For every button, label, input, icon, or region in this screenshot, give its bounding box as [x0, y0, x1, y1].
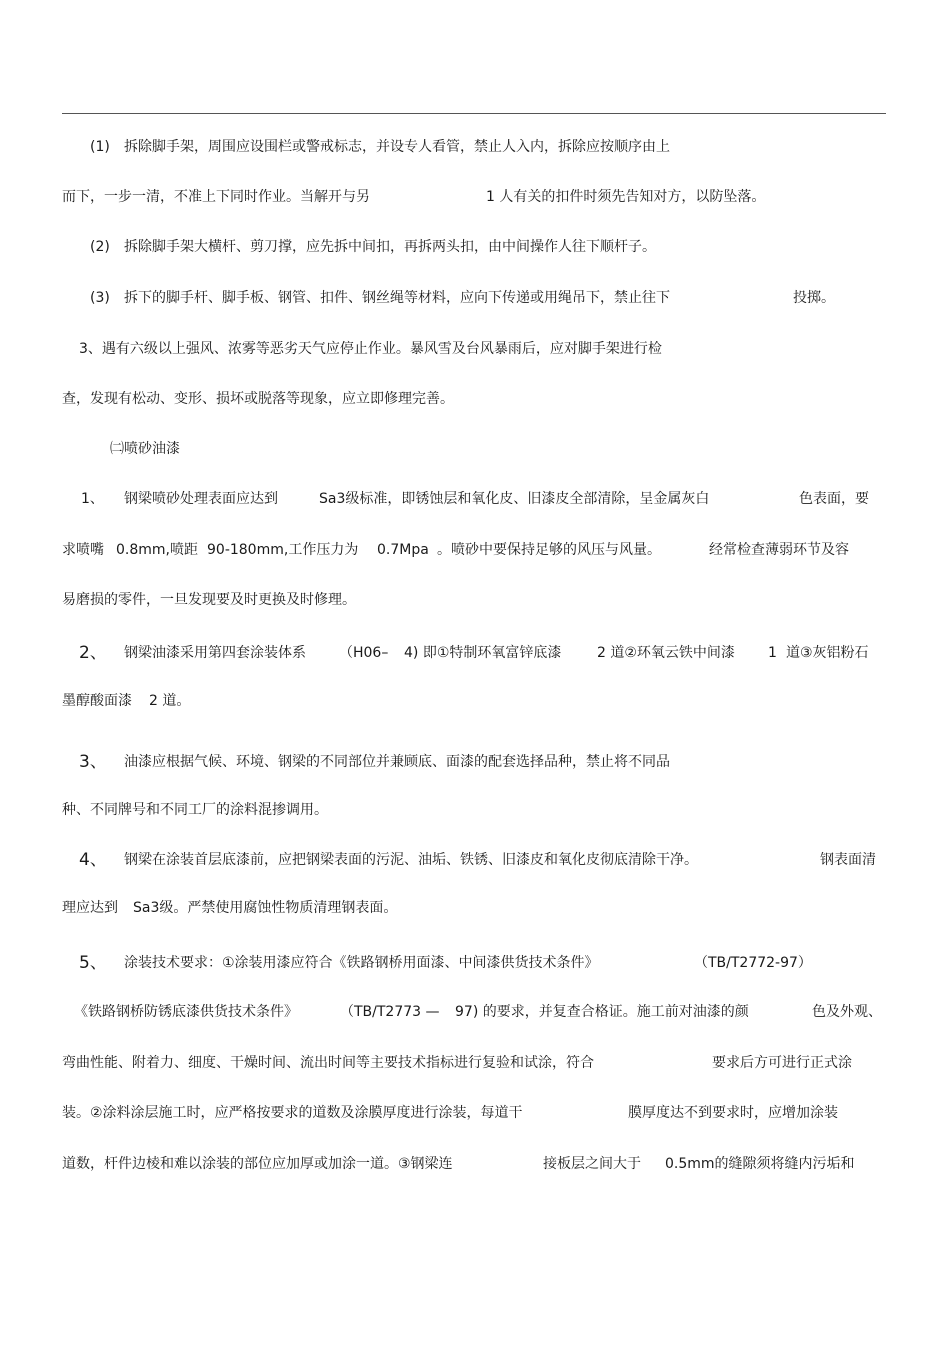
- text-segment: 拆除脚手架，周围应设围栏或警戒标志，并设专人看管，禁止人入内，拆除应按顺序由上: [124, 139, 670, 155]
- text-segment: 投掷。: [793, 290, 835, 306]
- text-segment: 道③灰铝粉石: [786, 645, 869, 661]
- text-line: [0, 749, 950, 775]
- text-segment: 钢梁油漆采用第四套涂装体系: [124, 645, 306, 661]
- text-segment: 经常检查薄弱环节及容: [709, 542, 849, 558]
- text-line: [0, 999, 950, 1025]
- text-segment: （TB/T2773 —: [340, 1004, 440, 1020]
- item-number: (3): [90, 290, 110, 306]
- text-segment: 油漆应根据气候、环境、钢梁的不同部位并兼顾底、面漆的配套选择品种，禁止将不同品: [124, 754, 670, 770]
- item-number: 4、: [79, 850, 107, 870]
- text-segment: 。喷砂中要保持足够的风压与风量。: [437, 542, 661, 558]
- text-segment: 4) 即①特制环氧富锌底漆: [404, 645, 562, 661]
- text-segment: 钢梁喷砂处理表面应达到: [124, 491, 278, 507]
- text-line: [0, 797, 950, 823]
- text-segment: 3、遇有六级以上强风、浓雾等恶劣天气应停止作业。暴风雪及台风暴雨后，应对脚手架进行检: [79, 341, 662, 357]
- text-segment: 求喷嘴: [62, 542, 104, 558]
- text-line: [0, 537, 950, 563]
- text-line: [0, 285, 950, 311]
- text-line: [0, 847, 950, 873]
- text-segment: 弯曲性能、附着力、细度、干燥时间、流出时间等主要技术指标进行复验和试涂，符合: [62, 1055, 594, 1071]
- text-segment: 要求后方可进行正式涂: [712, 1055, 852, 1071]
- text-segment: 墨醇酸面漆: [62, 693, 132, 709]
- text-segment: 拆下的脚手杆、脚手板、钢管、扣件、钢丝绳等材料，应向下传递或用绳吊下，禁止往下: [124, 290, 670, 306]
- text-segment: 钢表面清: [820, 852, 876, 868]
- text-line: [0, 486, 950, 512]
- text-segment: 装。②涂料涂层施工时，应严格按要求的道数及涂膜厚度进行涂装，每道干: [62, 1105, 523, 1121]
- text-line: [0, 688, 950, 714]
- item-number: 5、: [79, 953, 107, 973]
- text-segment: 接板层之间大于: [543, 1156, 641, 1172]
- text-line: [0, 386, 950, 412]
- text-segment: 色表面，要: [799, 491, 869, 507]
- text-segment: Sa3级。严禁使用腐蚀性物质清理钢表面。: [133, 900, 398, 916]
- text-segment: 而下，一步一清，不准上下同时作业。当解开与另: [62, 189, 370, 205]
- text-segment: 2 道。: [149, 693, 191, 709]
- text-segment: 钢梁在涂装首层底漆前，应把钢梁表面的污泥、油垢、铁锈、旧漆皮和氧化皮彻底清除干净。: [124, 852, 698, 868]
- item-number: (2): [90, 239, 110, 255]
- text-segment: 易磨损的零件，一旦发现要及时更换及时修理。: [62, 592, 356, 608]
- text-line: [0, 184, 950, 210]
- text-segment: 理应达到: [62, 900, 118, 916]
- item-number: 2、: [79, 643, 107, 663]
- text-segment: 0.7Mpa: [377, 542, 429, 558]
- text-segment: Sa3级标准，即锈蚀层和氧化皮、旧漆皮全部清除，呈金属灰白: [319, 491, 710, 507]
- text-segment: 0.5mm的缝隙须将缝内污垢和: [665, 1156, 855, 1172]
- item-number: 1、: [81, 491, 104, 507]
- text-segment: 膜厚度达不到要求时，应增加涂装: [628, 1105, 838, 1121]
- text-segment: 道数，杆件边棱和难以涂装的部位应加厚或加涂一道。③钢梁连: [62, 1156, 453, 1172]
- item-number: 3、: [79, 752, 107, 772]
- text-line: [0, 640, 950, 666]
- text-segment: 90-180mm,工作压力为: [207, 542, 359, 558]
- text-segment: 2 道②环氧云铁中间漆: [597, 645, 735, 661]
- text-line: [0, 1151, 950, 1177]
- text-segment: （H06–: [339, 645, 389, 661]
- heading-text: ㈡喷砂油漆: [110, 441, 180, 457]
- text-line: [0, 1050, 950, 1076]
- text-segment: 拆除脚手架大横杆、剪刀撑，应先拆中间扣，再拆两头扣，由中间操作人往下顺杆子。: [124, 239, 656, 255]
- text-segment: 0.8mm,喷距: [116, 542, 198, 558]
- header-rule: [62, 113, 886, 114]
- section-heading: [0, 436, 950, 462]
- text-line: [0, 234, 950, 260]
- text-segment: 涂装技术要求：①涂装用漆应符合《铁路钢桥用面漆、中间漆供货技术条件》: [124, 955, 599, 971]
- text-segment: 1 人有关的扣件时须先告知对方，以防坠落。: [486, 189, 766, 205]
- text-segment: （TB/T2772-97）: [694, 955, 812, 971]
- text-line: [0, 587, 950, 613]
- text-segment: 1: [768, 645, 777, 661]
- text-segment: 种、不同牌号和不同工厂的涂料混掺调用。: [62, 802, 328, 818]
- text-segment: 查，发现有松动、变形、损坏或脱落等现象，应立即修理完善。: [62, 391, 454, 407]
- text-line: [0, 950, 950, 976]
- text-segment: 《铁路钢桥防锈底漆供货技术条件》: [74, 1004, 298, 1020]
- text-line: [0, 336, 950, 362]
- text-segment: 97) 的要求，并复查合格证。施工前对油漆的颜: [455, 1004, 749, 1020]
- text-line: [0, 1100, 950, 1126]
- text-segment: 色及外观、: [812, 1004, 882, 1020]
- text-line: [0, 134, 950, 160]
- text-line: [0, 895, 950, 921]
- item-number: (1): [90, 139, 110, 155]
